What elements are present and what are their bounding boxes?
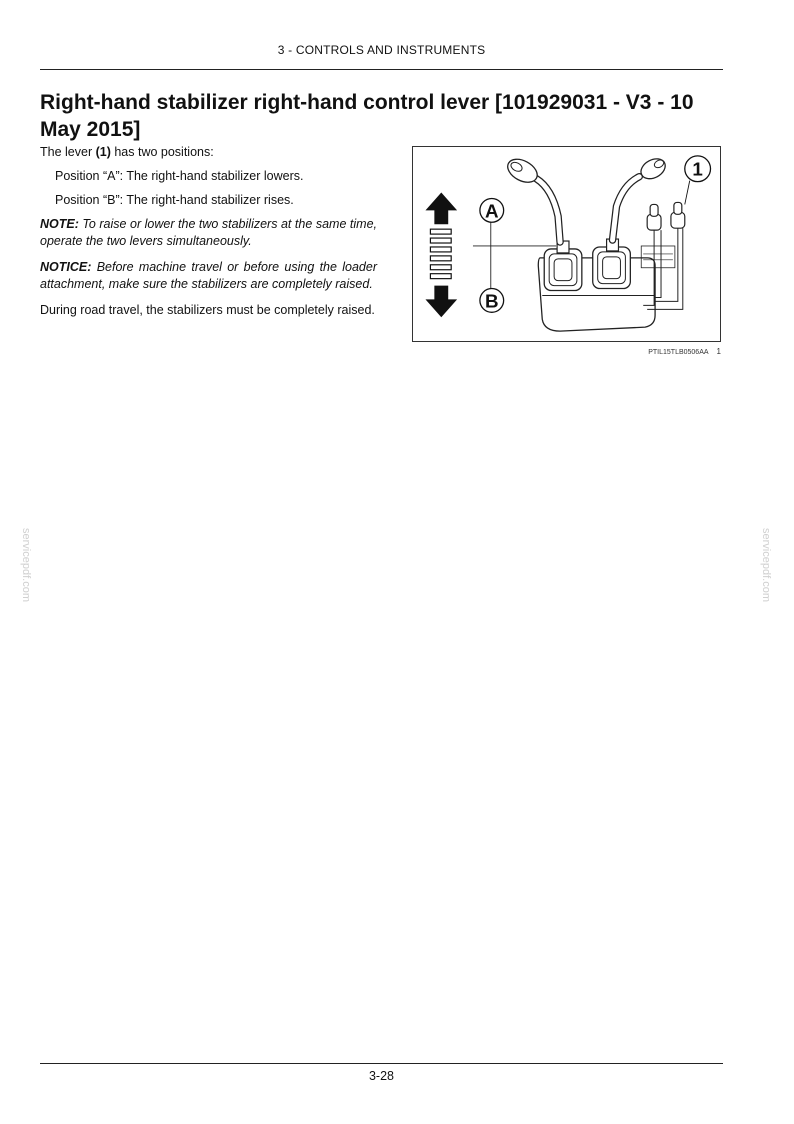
- figure-caption: [412, 347, 721, 356]
- callout-1: [685, 156, 711, 182]
- detent-marks: [430, 229, 451, 278]
- position-b-text: Position “B”: The right-hand stabilizer rises.: [55, 193, 294, 207]
- header-rule: [40, 69, 723, 70]
- right-lever-boot: [593, 239, 631, 288]
- lever-illustration: [413, 147, 720, 341]
- page-number: 3-28: [368, 1069, 395, 1083]
- footer-rule: [40, 1063, 723, 1064]
- figure-code: PTIL15TLB0506AA: [648, 349, 709, 356]
- note-paragraph: [40, 216, 377, 250]
- left-lever: [504, 155, 560, 242]
- note-text: To raise or lower the two stabilizers at the same time, operate the two levers simultaneously.: [40, 217, 377, 248]
- watermark-right: servicepdf.com: [760, 528, 772, 602]
- notice-label: NOTICE:: [40, 260, 92, 274]
- text-column: [40, 144, 377, 319]
- intro-paragraph: [40, 144, 377, 161]
- running-header: 3 - CONTROLS AND INSTRUMENTS: [277, 43, 486, 57]
- notice-paragraph: [40, 259, 377, 293]
- watermark-left: servicepdf.com: [20, 528, 32, 602]
- callout-1-leader: [685, 181, 690, 205]
- figure-number: 1: [716, 347, 721, 356]
- arrow-down-icon: [425, 286, 457, 318]
- callout-a: [480, 198, 504, 222]
- note-label: NOTE:: [40, 217, 79, 231]
- lever-figure: [412, 146, 721, 342]
- arrow-up-icon: [425, 193, 457, 225]
- page-title: Right-hand stabilizer right-hand control lever [101929031 - V3 - 10 May 2015]: [40, 91, 694, 141]
- intro-reference: (1): [95, 145, 111, 159]
- notice-text: Before machine travel or before using the loader attachment, make sure the stabilizers are completely raised.: [40, 260, 377, 291]
- callout-b: [480, 289, 504, 313]
- position-a-text: Position “A”: The right-hand stabilizer lowers.: [55, 169, 304, 183]
- callout-a-label: A: [484, 200, 499, 222]
- intro-text-before: The lever: [40, 145, 96, 159]
- body-paragraph: During road travel, the stabilizers must be completely raised.: [40, 303, 375, 317]
- left-lever-boot: [544, 241, 582, 290]
- callout-b-label: B: [484, 290, 499, 312]
- intro-text-after: has two positions:: [110, 145, 214, 159]
- callout-1-label: 1: [692, 158, 703, 180]
